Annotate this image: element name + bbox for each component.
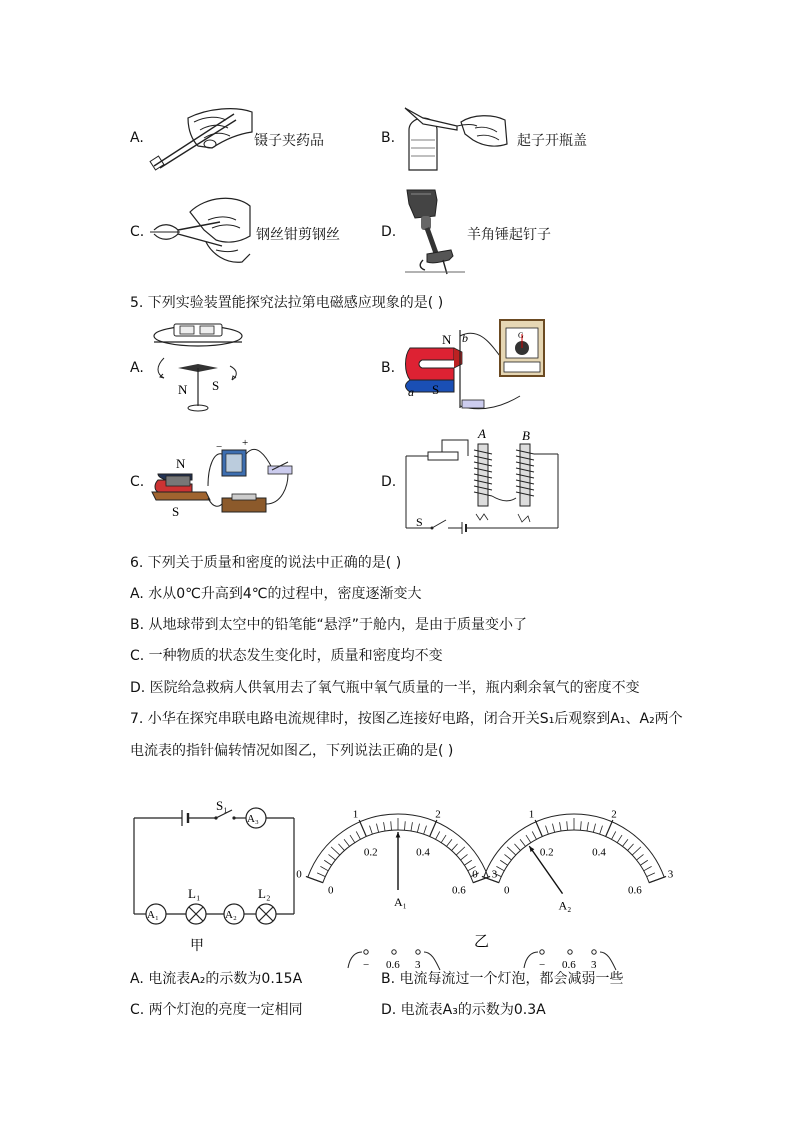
ammeter-a1-terminal [416, 950, 420, 954]
q5-a-n-label: N [178, 382, 188, 397]
q5-d-b-label: B [522, 428, 530, 443]
ammeter-a2-tick [507, 847, 516, 855]
q7-meters-caption: 乙 [474, 934, 490, 950]
q7-circuit-l2-label: L₂ [258, 886, 271, 901]
q5-b-n-label: N [442, 332, 452, 347]
ammeter-a1-top-tick-label: 1 [352, 808, 359, 821]
ammeter-a1-tick [331, 847, 340, 855]
q5-option-d-letter: D. [381, 474, 397, 490]
ammeter-a2-tick [644, 866, 652, 870]
q7-meters-figure [296, 798, 674, 971]
q5-c-plus-label: + [242, 437, 249, 449]
ammeter-a2-top-tick-label: 1 [528, 808, 535, 821]
ammeter-a2-tick [632, 847, 641, 855]
ammeter-a1-tick [405, 821, 406, 830]
ammeter-a1-tick [436, 831, 440, 839]
ammeter-a2-tick [520, 839, 525, 846]
tweezers-illustration [148, 100, 256, 172]
bottle-opener-illustration [403, 104, 513, 170]
ammeter-a2-tick [546, 826, 549, 835]
ammeter-a1-tick [359, 820, 366, 837]
ammeter-a2-tick [587, 822, 588, 831]
ammeter-a2-tick [552, 824, 554, 833]
ammeter-a2-tick [647, 873, 655, 877]
ammeter-a2-tick [567, 821, 568, 830]
q6-option-a: A. 水从0℃升高到4℃的过程中，密度逐渐变大 [130, 586, 422, 602]
q4-option-c-caption: 钢丝钳剪钢丝 [256, 227, 340, 243]
ammeter-a1-tick [456, 847, 465, 855]
ammeter-a2-tick [526, 835, 531, 843]
q7-circuit-s1-label: S₁ [216, 798, 228, 813]
q4-option-a-caption: 镊子夹药品 [254, 133, 324, 149]
ammeter-a2-label: A₂ [558, 898, 572, 913]
ammeter-a1-terminal [364, 950, 368, 954]
q4-option-c-letter: C. [130, 224, 145, 240]
q5-d-s-label: S [416, 515, 423, 529]
q5-option-a-letter: A. [130, 360, 144, 376]
q5-a-s-label: S [212, 378, 220, 393]
ammeter-a1-terminal-label: 0.6 [386, 959, 400, 971]
q5-c-minus-label: − [216, 441, 223, 453]
ammeter-a2-terminal-label: 0.6 [562, 959, 576, 971]
ammeter-a1-tick [306, 876, 323, 882]
q5-apparatus-b [400, 316, 548, 414]
ammeter-a2-tick [606, 820, 613, 837]
ammeter-a1-bottom-tick-label: 0.2 [363, 846, 378, 859]
ammeter-a2-terminal-label: − [539, 959, 546, 971]
ammeter-a1-tick [447, 839, 452, 846]
ammeter-a1-tick [384, 822, 385, 831]
ammeter-a2-tick [560, 822, 561, 831]
ammeter-a2-tick [649, 876, 666, 882]
q7-option-b: B. 电流每流过一个灯泡，都会减弱一些 [381, 971, 624, 987]
ammeter-a1-wire [348, 952, 362, 968]
ammeter-a1-top-tick-label: 0 [296, 868, 302, 881]
ammeter-a2-terminal [540, 950, 544, 954]
q7-circuit-a1-label: A₁ [147, 909, 159, 921]
q5-option-c-letter: C. [130, 474, 145, 490]
ammeter-a2-tick [532, 831, 536, 839]
ammeter-a1-terminal [392, 950, 396, 954]
q5-stem: 5. 下列实验装置能探究法拉第电磁感应现象的是( ) [130, 295, 444, 311]
q5-d-a-label: A [478, 426, 486, 441]
q5-b-b-label: b [462, 331, 468, 345]
ammeter-a2-tick [593, 824, 595, 833]
ammeter-a2-top-tick-label: 2 [611, 808, 617, 821]
q4-option-b-caption: 起子开瓶盖 [517, 133, 587, 149]
q5-c-n-label: N [176, 456, 186, 471]
ammeter-a1-tick [424, 826, 427, 835]
q5-b-a-label: a [408, 385, 414, 399]
ammeter-a1-tick [430, 820, 437, 837]
q7-option-d: D. 电流表A₃的示数为0.3A [381, 1002, 546, 1018]
ammeter-a2-tick [505, 854, 512, 860]
ammeter-a2-bottom-tick-label: 0.2 [539, 846, 554, 859]
ammeter-a2-terminal [568, 950, 572, 954]
claw-hammer-illustration [405, 190, 465, 274]
ammeter-a1-tick [317, 873, 325, 877]
ammeter-a1-tick [464, 860, 471, 865]
ammeter-a1-bottom-tick-label: 0.4 [416, 846, 430, 859]
ammeter-a1-bottom-tick-label: 0 [327, 884, 334, 897]
q5-apparatus-d [402, 426, 562, 532]
q5-option-b-letter: B. [381, 360, 396, 376]
q5-b-s-label: S [432, 382, 440, 397]
ammeter-a2-bottom-tick-label: 0 [503, 884, 510, 897]
ammeter-a1-tick [460, 854, 467, 860]
q7-option-c: C. 两个灯泡的亮度一定相同 [130, 1002, 303, 1018]
ammeter-a2-tick [600, 826, 603, 835]
ammeter-a2-tick [640, 860, 647, 865]
ammeter-a1-tick [344, 839, 349, 846]
ammeter-a1-tick [417, 824, 419, 833]
ammeter-a2-top-tick-label: 0 [472, 868, 478, 881]
ammeter-a2 [472, 809, 673, 971]
q7-circuit-caption: 甲 [190, 939, 204, 954]
ammeter-a1-tick [370, 826, 373, 835]
ammeter-a1-terminal-label: − [363, 959, 370, 971]
ammeter-a2-tick [535, 820, 542, 837]
q6-option-b: B. 从地球带到太空中的铅笔能“悬浮”于舱内，是由于质量变小了 [130, 617, 528, 633]
ammeter-a1-tick [350, 835, 355, 843]
q7-stem-line1: 7. 小华在探究串联电路电流规律时，按图乙连接好电路，闭合开关S₁后观察到A₁、A₂两个 [130, 711, 683, 727]
q5-apparatus-c [148, 436, 298, 522]
ammeter-a2-terminal-label: 3 [591, 959, 597, 971]
ammeter-a2-wire [524, 952, 538, 968]
ammeter-a1-tick [376, 824, 378, 833]
ammeter-a2-bottom-tick-label: 0.4 [592, 846, 606, 859]
q4-option-a-letter: A. [130, 130, 144, 146]
q7-stem-line2: 电流表的指针偏转情况如图乙，下列说法正确的是( ) [130, 743, 454, 759]
ammeter-a1 [296, 809, 497, 971]
q6-option-d: D. 医院给急救病人供氧用去了氧气瓶中氧气质量的一半，瓶内剩余氧气的密度不变 [130, 680, 640, 696]
ammeter-a2-tick [514, 844, 520, 851]
ammeter-a2-tick [496, 866, 504, 870]
q7-circuit-l1-label: L₁ [188, 886, 201, 901]
ammeter-a1-bottom-tick-label: 0.6 [452, 884, 466, 897]
ammeter-a2-tick [617, 835, 622, 843]
wire-pliers-illustration [150, 192, 254, 272]
ammeter-a1-top-tick-label: 3 [491, 868, 498, 881]
ammeter-a2-terminal [592, 950, 596, 954]
ammeter-a2-tick [636, 854, 643, 860]
q5-c-s-label: S [172, 504, 180, 519]
ammeter-a1-tick [329, 854, 336, 860]
ammeter-a1-tick [338, 844, 344, 851]
ammeter-a2-tick [628, 844, 634, 851]
q7-circuit-diagram [128, 796, 300, 956]
q5-apparatus-a [148, 318, 248, 414]
ammeter-a1-pointer-head [396, 832, 401, 838]
ammeter-a2-tick [623, 839, 628, 846]
q7-circuit-a2-label: A₂ [225, 909, 237, 921]
ammeter-a2-bottom-tick-label: 0.6 [628, 884, 642, 897]
ammeter-a1-tick [452, 844, 458, 851]
q4-option-d-letter: D. [381, 224, 397, 240]
ammeter-a2-tick [581, 821, 582, 830]
q5-b-g-label: G [518, 331, 524, 340]
q6-stem: 6. 下列关于质量和密度的说法中正确的是( ) [130, 555, 402, 571]
q7-circuit-a3-label: A₃ [247, 813, 259, 825]
ammeter-a2-tick [612, 831, 616, 839]
ammeter-a1-tick [320, 866, 328, 870]
q4-option-d-caption: 羊角锤起钉子 [467, 227, 551, 243]
ammeter-a1-terminal-label: 3 [415, 959, 421, 971]
ammeter-a2-tick [500, 860, 507, 865]
ammeter-a1-tick [441, 835, 446, 843]
ammeter-a1-tick [391, 821, 392, 830]
q7-option-a: A. 电流表A₂的示数为0.15A [130, 971, 303, 987]
q4-option-b-letter: B. [381, 130, 396, 146]
ammeter-a1-tick [324, 860, 331, 865]
ammeter-a1-label: A₁ [394, 895, 407, 909]
ammeter-a1-tick [411, 822, 412, 831]
ammeter-a1-top-tick-label: 2 [435, 808, 441, 821]
ammeter-a1-tick [356, 831, 360, 839]
ammeter-a2-top-tick-label: 3 [667, 868, 674, 881]
q6-option-c: C. 一种物质的状态发生变化时，质量和密度均不变 [130, 648, 443, 664]
